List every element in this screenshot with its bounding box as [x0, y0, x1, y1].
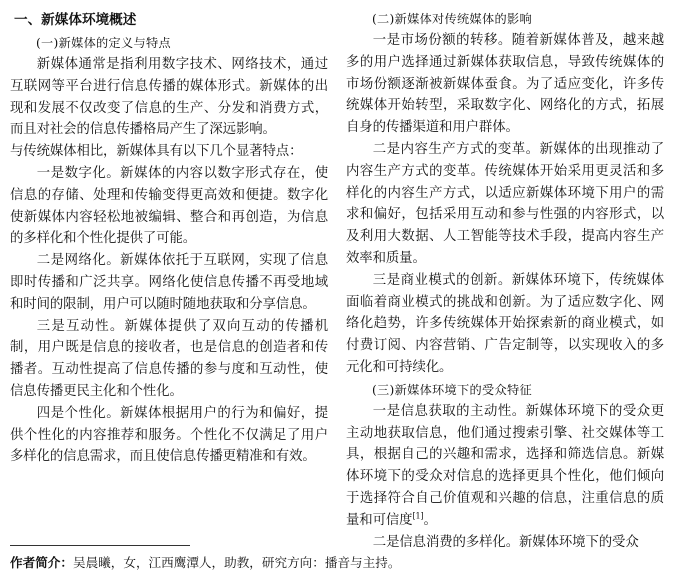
author-bio-label: 作者简介： — [10, 555, 73, 570]
author-bio-text: 吴晨曦，女，江西鹰潭人，助教，研究方向：播音与主持。 — [72, 555, 401, 570]
author-bio — [10, 553, 400, 573]
paragraph-networking: 二是网络化。新媒体依托于互联网，实现了信息即时传播和广泛共享。网络化使信息传播不再受地域和时间的限制，用户可以随时随地获取和分享信息。 — [10, 253, 328, 312]
paragraph-diversity: 二是信息消费的多样化。新媒体环境下的受众 — [372, 534, 639, 550]
paragraph-intro-continued: 与传统媒体相比，新媒体具有以下几个显著特点： — [10, 144, 303, 160]
right-column — [346, 8, 664, 553]
section-title: 一、新媒体环境概述 — [14, 12, 137, 28]
subsection-title-definition: (一)新媒体的定义与特点 — [36, 36, 171, 50]
paragraph-market-share: 一是市场份额的转移。随着新媒体普及，越来越多的用户选择通过新媒体获取信息，导致传统媒体的市场份额逐渐被新媒体蚕食。为了适应变化，许多传统媒体开始转型，采取数字化、网络化的方式，拓展自身的传播渠道和用户群体。 — [346, 33, 664, 136]
paragraph-business-model: 三是商业模式的创新。新媒体环境下，传统媒体面临着商业模式的挑战和创新。为了适应数字化、网络化趋势，许多传统媒体开始探索新的商业模式，如付费订阅、内容营销、广告定制等，以实现收入的多元化和可持续化。 — [346, 272, 664, 375]
footnote-divider — [10, 545, 190, 546]
paragraph-personalization: 四是个性化。新媒体根据用户的行为和偏好，提供个性化的内容推荐和服务。个性化不仅满足了用户多样化的信息需求，而且使信息传播更精准和有效。 — [10, 405, 328, 465]
paragraph-content-production: 二是内容生产方式的变革。新媒体的出现推动了内容生产方式的变革。传统媒体开始采用更灵活和多样化的内容生产方式，以适应新媒体环境下用户的需求和偏好，包括采用互动和参与性强的内容形式，以及利用大数据、人工智能等技术手段，提高内容生产效率和质量。 — [346, 141, 664, 266]
paragraph-interactivity: 三是互动性。新媒体提供了双向互动的传播机制，用户既是信息的接收者，也是信息的创造者和传播者。互动性提高了信息传播的参与度和互动性，使信息传播更民主化和个性化。 — [10, 318, 328, 399]
paragraph-digitalization: 一是数字化。新媒体的内容以数字形式存在，使信息的存储、处理和传输变得更高效和便捷。数字化使新媒体内容轻松地被编辑、整合和再创造，为信息的多样化和个性化提供了可能。 — [10, 165, 328, 247]
paragraph-intro: 新媒体通常是指利用数字技术、网络技术，通过互联网等平台进行信息传播的媒体形式。新媒体的出现和发展不仅改变了信息的生产、分发和消费方式，而且对社会的信息传播格局产生了深远影响。 — [10, 57, 328, 138]
paragraph-initiative-end: 。 — [423, 512, 437, 528]
paragraph-initiative — [346, 401, 664, 532]
subsection-title-impact: (二)新媒体对传统媒体的影响 — [372, 12, 532, 26]
left-column — [10, 8, 328, 468]
subsection-title-audience: (三)新媒体环境下的受众特征 — [372, 382, 532, 397]
reference-mark[interactable]: [1] — [412, 511, 424, 521]
paragraph-initiative-text: 一是信息获取的主动性。新媒体环境下的受众更主动地获取信息，他们通过搜索引擎、社交媒体等工具，根据自己的兴趣和需求，选择和筛选信息。新媒体环境下的受众对信息的选择更具个性化，他们倾向于选择符合自己价值观和兴趣的信息，注重信息的质量和可信度 — [346, 403, 664, 528]
